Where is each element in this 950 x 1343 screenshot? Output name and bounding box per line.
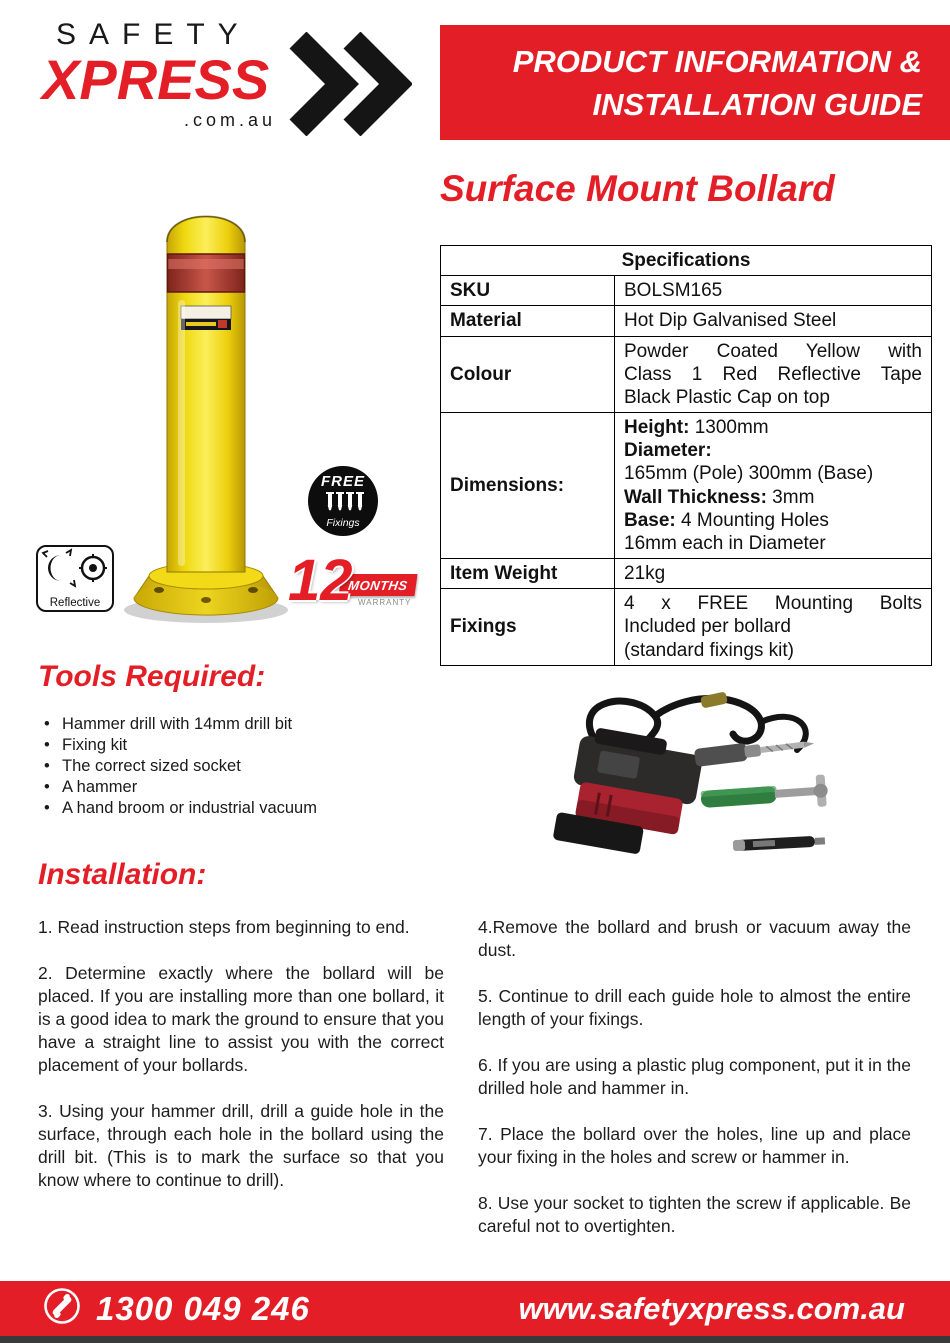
banner-line1: PRODUCT INFORMATION & (512, 43, 922, 79)
fixings-value: 4 x FREE Mounting Bolts Included per bollard (standard fixings kit) (615, 589, 932, 666)
table-row (441, 413, 932, 559)
install-step-8: 8. Use your socket to tighten the screw if applicable. Be careful not to overtighten. (478, 1193, 911, 1236)
moon-icon (43, 550, 75, 586)
bollard-product-image (118, 196, 293, 634)
specifications-table (440, 245, 932, 666)
table-row (441, 246, 932, 276)
free-fixings-badge-label: Fixings (326, 517, 360, 529)
sku-label: SKU (441, 276, 615, 306)
reflector-icon (79, 554, 107, 582)
logo-domain: .com.au (183, 110, 276, 130)
dimensions-value: Height: 1300mm Diameter: 165mm (Pole) 300mm (Base) Wall Thickness: 3mm Base: 4 Mounting Holes 16mm each in Diameter (615, 413, 932, 559)
free-fixings-badge-title: FREE (320, 473, 365, 490)
header-banner (440, 25, 950, 140)
free-fixings-badge (308, 466, 378, 536)
logo-safety: SAFETY (56, 18, 251, 51)
reflective-badge (36, 545, 114, 612)
weight-label: Item Weight (441, 559, 615, 589)
table-row (441, 276, 932, 306)
footer-phone-number: 1300 049 246 (96, 1289, 310, 1327)
install-step-5: 5. Continue to drill each guide hole to almost the entire length of your fixings. (478, 986, 911, 1029)
tools-required-title: Tools Required: (38, 660, 266, 693)
warranty-badge (288, 548, 418, 624)
install-step-1: 1. Read instruction steps from beginning to end. (38, 917, 410, 937)
list-item: • Fixing kit (42, 735, 317, 756)
installation-steps-right (478, 916, 911, 1261)
banner-line2: INSTALLATION GUIDE (592, 86, 922, 122)
table-row (441, 589, 932, 666)
warranty-number: 12 (288, 548, 353, 613)
reflective-badge-label: Reflective (49, 597, 101, 609)
install-step-7: 7. Place the bollard over the holes, line up and place your fixing in the holes and screw or hammer in. (478, 1124, 911, 1167)
installation-steps-left (38, 916, 444, 1215)
material-value: Hot Dip Galvanised Steel (615, 306, 932, 336)
list-item: • Hammer drill with 14mm drill bit (42, 714, 317, 735)
colour-label: Colour (441, 336, 615, 413)
tools-list (42, 714, 317, 819)
install-step-4: 4.Remove the bollard and brush or vacuum away the dust. (478, 917, 911, 960)
reflective-icons (39, 547, 111, 591)
list-item: • A hand broom or industrial vacuum (42, 798, 317, 819)
specs-header: Specifications (441, 246, 932, 276)
logo-xpress: XPRESS (42, 48, 270, 111)
warranty-months-label: MONTHS (347, 577, 409, 593)
table-row (441, 336, 932, 413)
nails-icon (321, 490, 365, 512)
sku-value: BOLSM165 (615, 276, 932, 306)
fixings-label: Fixings (441, 589, 615, 666)
chevrons-icon (288, 32, 412, 141)
installation-title: Installation: (38, 858, 207, 891)
install-step-2: 2. Determine exactly where the bollard will be placed. If you are installing more than one bollard, it is a good idea to mark the ground to ensure that you have a straight line to assist you with the correct placement of your bollards. (38, 963, 444, 1075)
table-row (441, 306, 932, 336)
page-title: Surface Mount Bollard (440, 168, 835, 209)
phone-icon (42, 1286, 82, 1331)
page-bottom-edge (0, 1336, 950, 1343)
material-label: Material (441, 306, 615, 336)
hammer-drill-photo (505, 686, 855, 874)
footer-website: www.safetyxpress.com.au (518, 1290, 905, 1326)
dimensions-label: Dimensions: (441, 413, 615, 559)
install-step-6: 6. If you are using a plastic plug component, put it in the drilled hole and hammer in. (478, 1055, 911, 1098)
logo-text (42, 18, 280, 131)
list-item: • A hammer (42, 777, 317, 798)
weight-value: 21kg (615, 559, 932, 589)
table-row (441, 559, 932, 589)
footer-bar (0, 1281, 950, 1336)
list-item: • The correct sized socket (42, 756, 317, 777)
safetyxpress-logo (42, 18, 402, 143)
warranty-sub-label: WARRANTY (358, 598, 412, 607)
colour-value: Powder Coated Yellow with Class 1 Red Reflective Tape Black Plastic Cap on top (615, 336, 932, 413)
install-step-3: 3. Using your hammer drill, drill a guide hole in the surface, through each hole in the bollard using the drill bit. (This is to mark the surface so that you know where to continue to drill). (38, 1101, 444, 1190)
